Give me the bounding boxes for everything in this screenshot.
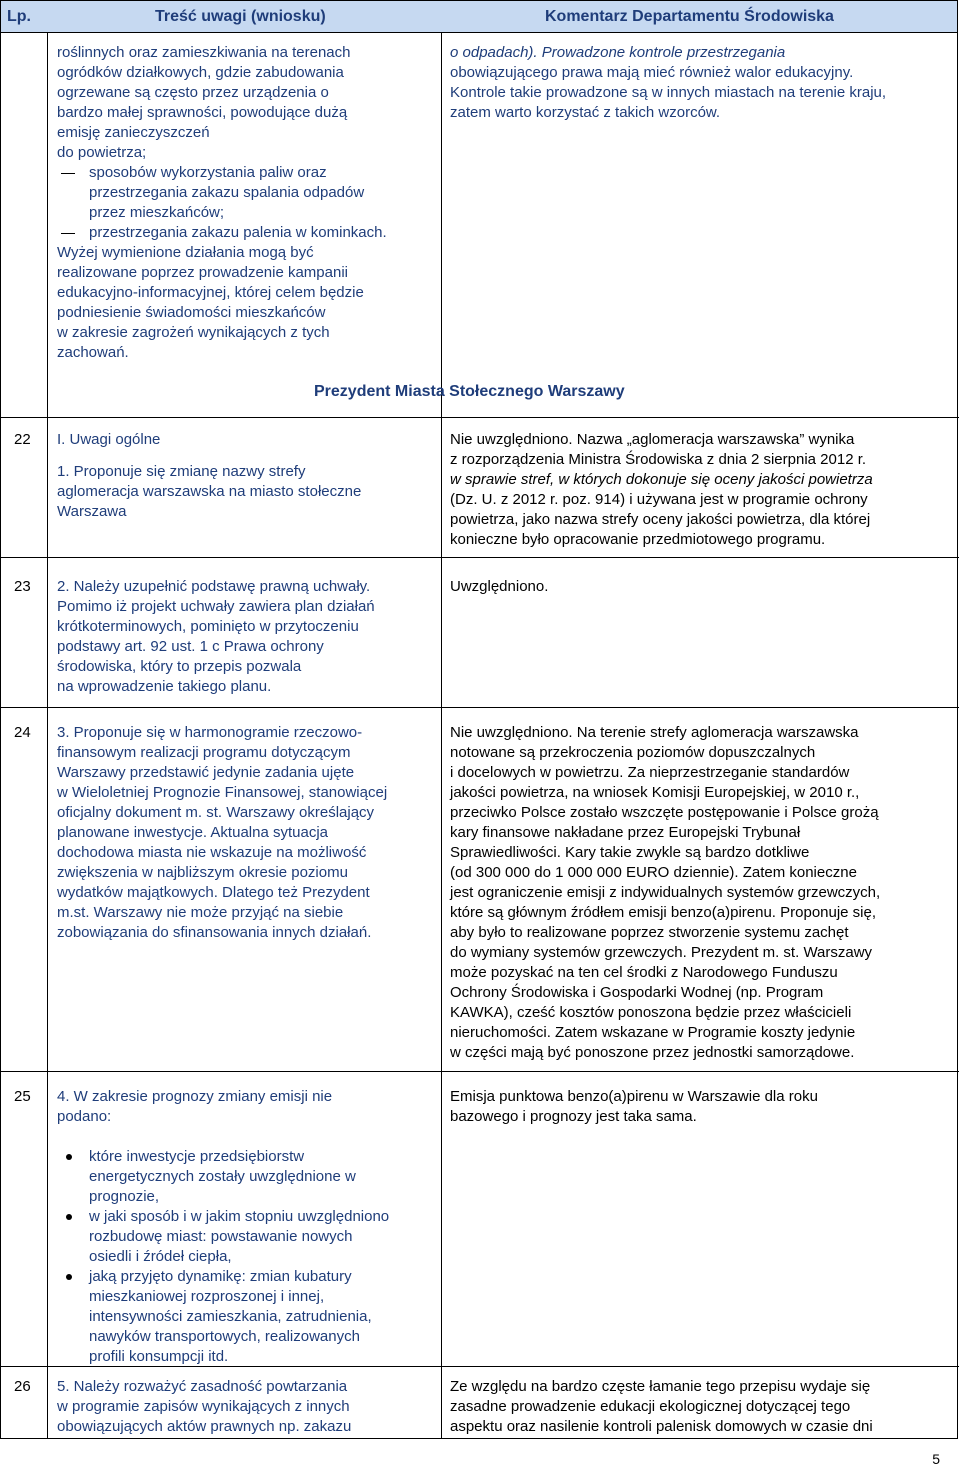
signature-line: Prezydent Miasta Stołecznego Warszawy bbox=[314, 383, 625, 400]
text-line: sposobów wykorzystania paliw oraz bbox=[89, 164, 327, 181]
row-divider-22 bbox=[1, 417, 959, 418]
text-line: Emisja punktowa benzo(a)pirenu w Warszawie dla roku bbox=[450, 1088, 818, 1105]
text-line: zasadne prowadzenie edukacji ekologicznej dotyczącej tego bbox=[450, 1398, 851, 1415]
row24-content bbox=[57, 723, 387, 943]
text-line: na wprowadzenie takiego planu. bbox=[57, 678, 272, 695]
text-line: aglomeracja warszawska na miasto stołeczne bbox=[57, 483, 362, 500]
row-divider-23 bbox=[1, 557, 959, 558]
row21-content bbox=[57, 43, 387, 363]
text-line: prognozie, bbox=[89, 1188, 160, 1205]
text-line: zwiększenia w najbliższym okresie poziomu bbox=[57, 864, 348, 881]
text-line: Warszawy przedstawić jedynie zadania ujęte bbox=[57, 764, 355, 781]
text-line: Warszawa bbox=[57, 503, 127, 520]
text-line: zobowiązania do sfinansowania innych działań. bbox=[57, 924, 372, 941]
text-line: jest ograniczenie emisji z indywidualnych systemów grzewczych, bbox=[450, 884, 881, 901]
text-line: ogrzewane są często przez urządzenia o bbox=[57, 84, 329, 101]
text-line: jakości powietrza, na wniosek Komisji Europejskiej, w 2010 r., bbox=[450, 784, 860, 801]
text-line: Sprawiedliwości. Kary takie zwykle są bardzo dotkliwe bbox=[450, 844, 810, 861]
column-divider-1 bbox=[47, 33, 48, 1438]
text-line: KAWKA), cześć kosztów ponoszona będzie przez właścicieli bbox=[450, 1004, 852, 1021]
bullet-list-item bbox=[89, 1147, 389, 1207]
text-line: zatem warto korzystać z takich wzorców. bbox=[450, 104, 721, 121]
text-line: bazowego i prognozy jest taka sama. bbox=[450, 1108, 697, 1125]
row23-content bbox=[57, 577, 375, 697]
row-number: 22 bbox=[14, 431, 31, 448]
text-line: edukacyjno-informacyjnej, której celem będzie bbox=[57, 284, 364, 301]
text-line: roślinnych oraz zamieszkiwania na terenach bbox=[57, 44, 351, 61]
row-number: 26 bbox=[14, 1378, 31, 1395]
text-line: 2. Należy uzupełnić podstawę prawną uchwały. bbox=[57, 578, 371, 595]
row22-comment bbox=[450, 430, 873, 550]
section-heading: I. Uwagi ogólne bbox=[57, 431, 161, 448]
bullet-marker bbox=[66, 1154, 72, 1160]
text-line: 4. W zakresie prognozy zmiany emisji nie bbox=[57, 1088, 333, 1105]
bullet-list-item bbox=[89, 1207, 389, 1267]
row-number: 24 bbox=[14, 724, 31, 741]
text-line: środowiska, który to przepis pozwala bbox=[57, 658, 302, 675]
row-divider-25 bbox=[1, 1071, 959, 1072]
text-line: w części mają być ponoszone przez jednostki samorządowe. bbox=[450, 1044, 855, 1061]
row21-comment bbox=[450, 43, 886, 123]
page-number: 5 bbox=[932, 1451, 940, 1467]
row-number: 25 bbox=[14, 1088, 31, 1105]
text-line: obowiązującego prawa mają mieć również walor edukacyjny. bbox=[450, 64, 854, 81]
text-line: Ze względu na bardzo częste łamanie tego przepisu wydaje się bbox=[450, 1378, 871, 1395]
text-line: profili konsumpcji itd. bbox=[89, 1348, 229, 1365]
text-line: Uwzględniono. bbox=[450, 578, 549, 595]
text-line: dochodowa miasta nie wskazuje na możliwość bbox=[57, 844, 367, 861]
row-number: 23 bbox=[14, 578, 31, 595]
text-line: Kontrole takie prowadzone są w innych miastach na terenie kraju, bbox=[450, 84, 887, 101]
text-line: ogródków działkowych, gdzie zabudowania bbox=[57, 64, 344, 81]
text-line: (od 300 000 do 1 000 000 EURO dziennie). Zatem konieczne bbox=[450, 864, 857, 881]
text-line: Wyżej wymienione działania mogą być bbox=[57, 244, 314, 261]
row25-comment bbox=[450, 1087, 818, 1127]
text-line: notowane są przekroczenia poziomów dopuszczalnych bbox=[450, 744, 816, 761]
text-line: oficjalny dokument m. st. Warszawy określający bbox=[57, 804, 375, 821]
row-divider-24 bbox=[1, 707, 959, 708]
row26-comment bbox=[450, 1377, 873, 1437]
text-line: Nie uwzględniono. Nazwa „aglomeracja warszawska” wynika bbox=[450, 431, 855, 448]
text-line: w programie zapisów wynikających z innych bbox=[57, 1398, 350, 1415]
text-line: (Dz. U. z 2012 r. poz. 914) i używana jest w programie ochrony bbox=[450, 491, 868, 508]
text-line: rozbudowę miast: powstawanie nowych bbox=[89, 1228, 353, 1245]
text-line: w jaki sposób i w jakim stopniu uwzględniono bbox=[89, 1208, 390, 1225]
text-line: podano: bbox=[57, 1108, 112, 1125]
dash-marker bbox=[61, 233, 75, 234]
text-line bbox=[450, 43, 886, 63]
text-line: zachowań. bbox=[57, 344, 129, 361]
text-line: do powietrza; bbox=[57, 144, 147, 161]
text-line: nieruchomości. Zatem wskazane w Programie koszty jedynie bbox=[450, 1024, 856, 1041]
text-line: i docelowych w powietrzu. Za nieprzestrzeganie standardów bbox=[450, 764, 850, 781]
text-line: konieczne było opracowanie przedmiotowego programu. bbox=[450, 531, 826, 548]
text-line: 1. Proponuje się zmianę nazwy strefy bbox=[57, 463, 306, 480]
text-line-italic: o odpadach). Prowadzone kontrole przestrzegania bbox=[450, 44, 786, 61]
dash-list-item bbox=[89, 163, 387, 223]
text-line: kary finansowe nakładane przez Europejski Trybunał bbox=[450, 824, 801, 841]
text-line: finansowym realizacji programu dotyczącym bbox=[57, 744, 351, 761]
text-line: aspektu oraz nasilenie kontroli palenisk domowych w czasie dni bbox=[450, 1418, 873, 1435]
text-line: w zakresie zagrożeń wynikających z tych bbox=[57, 324, 330, 341]
text-line: w Wieloletniej Prognozie Finansowej, stanowiącej bbox=[57, 784, 388, 801]
text-line: 3. Proponuje się w harmonogramie rzeczowo- bbox=[57, 724, 363, 741]
text-line: podstawy art. 92 ust. 1 c Prawa ochrony bbox=[57, 638, 324, 655]
text-line: 5. Należy rozważyć zasadność powtarzania bbox=[57, 1378, 348, 1395]
text-line: z rozporządzenia Ministra Środowiska z dnia 2 sierpnia 2012 r. bbox=[450, 451, 867, 468]
text-line: Pomimo iż projekt uchwały zawiera plan działań bbox=[57, 598, 375, 615]
dash-marker bbox=[61, 173, 75, 174]
bullet-marker bbox=[66, 1274, 72, 1280]
text-line: jaką przyjęto dynamikę: zmian kubatury bbox=[89, 1268, 352, 1285]
text-line: przez mieszkańców; bbox=[89, 204, 225, 221]
dash-list-item bbox=[89, 223, 387, 243]
row23-comment bbox=[450, 577, 548, 597]
text-line: Nie uwzględniono. Na terenie strefy aglomeracja warszawska bbox=[450, 724, 859, 741]
text-line: wydatków majątkowych. Dlatego też Prezydent bbox=[57, 884, 370, 901]
text-line: m.st. Warszawy nie może przyjąć na siebie bbox=[57, 904, 344, 921]
text-line: do wymiany systemów grzewczych. Prezydent m. st. Warszawy bbox=[450, 944, 873, 961]
text-line: krótkoterminowych, pominięto w przytoczeniu bbox=[57, 618, 359, 635]
text-line: powietrza, jako nazwa strefy oceny jakości powietrza, dla której bbox=[450, 511, 871, 528]
bullet-marker bbox=[66, 1214, 72, 1220]
column-divider-2 bbox=[441, 33, 442, 1438]
text-line: nawyków transportowych, realizowanych bbox=[89, 1328, 360, 1345]
text-line: intensywności zamieszkania, zatrudnienia, bbox=[89, 1308, 372, 1325]
text-line: może pozyskać na ten cel środki z Narodowego Funduszu bbox=[450, 964, 838, 981]
text-line: obowiązujących aktów prawnych np. zakazu bbox=[57, 1418, 352, 1435]
row25-content bbox=[57, 1087, 389, 1367]
header-tresc: Treść uwagi (wniosku) bbox=[155, 8, 326, 25]
text-line: aby było to realizowane poprzez stworzenie systemu zachęt bbox=[450, 924, 849, 941]
row22-content bbox=[57, 430, 361, 522]
text-line: realizowane poprzez prowadzenie kampanii bbox=[57, 264, 348, 281]
table-header bbox=[0, 0, 958, 33]
text-line: przestrzegania zakazu spalania odpadów bbox=[89, 184, 365, 201]
text-line bbox=[450, 470, 873, 490]
text-line: podniesienie świadomości mieszkańców bbox=[57, 304, 326, 321]
header-komentarz: Komentarz Departamentu Środowiska bbox=[545, 8, 834, 25]
text-line: emisję zanieczyszczeń bbox=[57, 124, 210, 141]
text-line: energetycznych zostały uwzględnione w bbox=[89, 1168, 356, 1185]
text-line: Ochrony Środowiska i Gospodarki Wodnej (np. Program bbox=[450, 984, 824, 1001]
row26-content bbox=[57, 1377, 351, 1437]
text-line: osiedli i źródeł ciepła, bbox=[89, 1248, 232, 1265]
bullet-list-item bbox=[89, 1267, 389, 1367]
text-line: które inwestycje przedsiębiorstw bbox=[89, 1148, 305, 1165]
text-line: planowane inwestycje. Aktualna sytuacja bbox=[57, 824, 328, 841]
text-line: przeciwko Polsce zostało wszczęte postępowanie i Polsce grożą bbox=[450, 804, 879, 821]
header-lp: Lp. bbox=[7, 8, 31, 25]
text-line-italic: w sprawie stref, w których dokonuje się oceny jakości powietrza bbox=[450, 471, 873, 488]
text-line: mieszkaniowej rozproszonej i innej, bbox=[89, 1288, 325, 1305]
text-line: które są głównym źródłem emisji benzo(a)pirenu. Proponuje się, bbox=[450, 904, 877, 921]
text-line: przestrzegania zakazu palenia w kominkach. bbox=[89, 224, 387, 241]
text-line: bardzo małej sprawności, powodujące dużą bbox=[57, 104, 348, 121]
row24-comment bbox=[450, 723, 880, 1063]
